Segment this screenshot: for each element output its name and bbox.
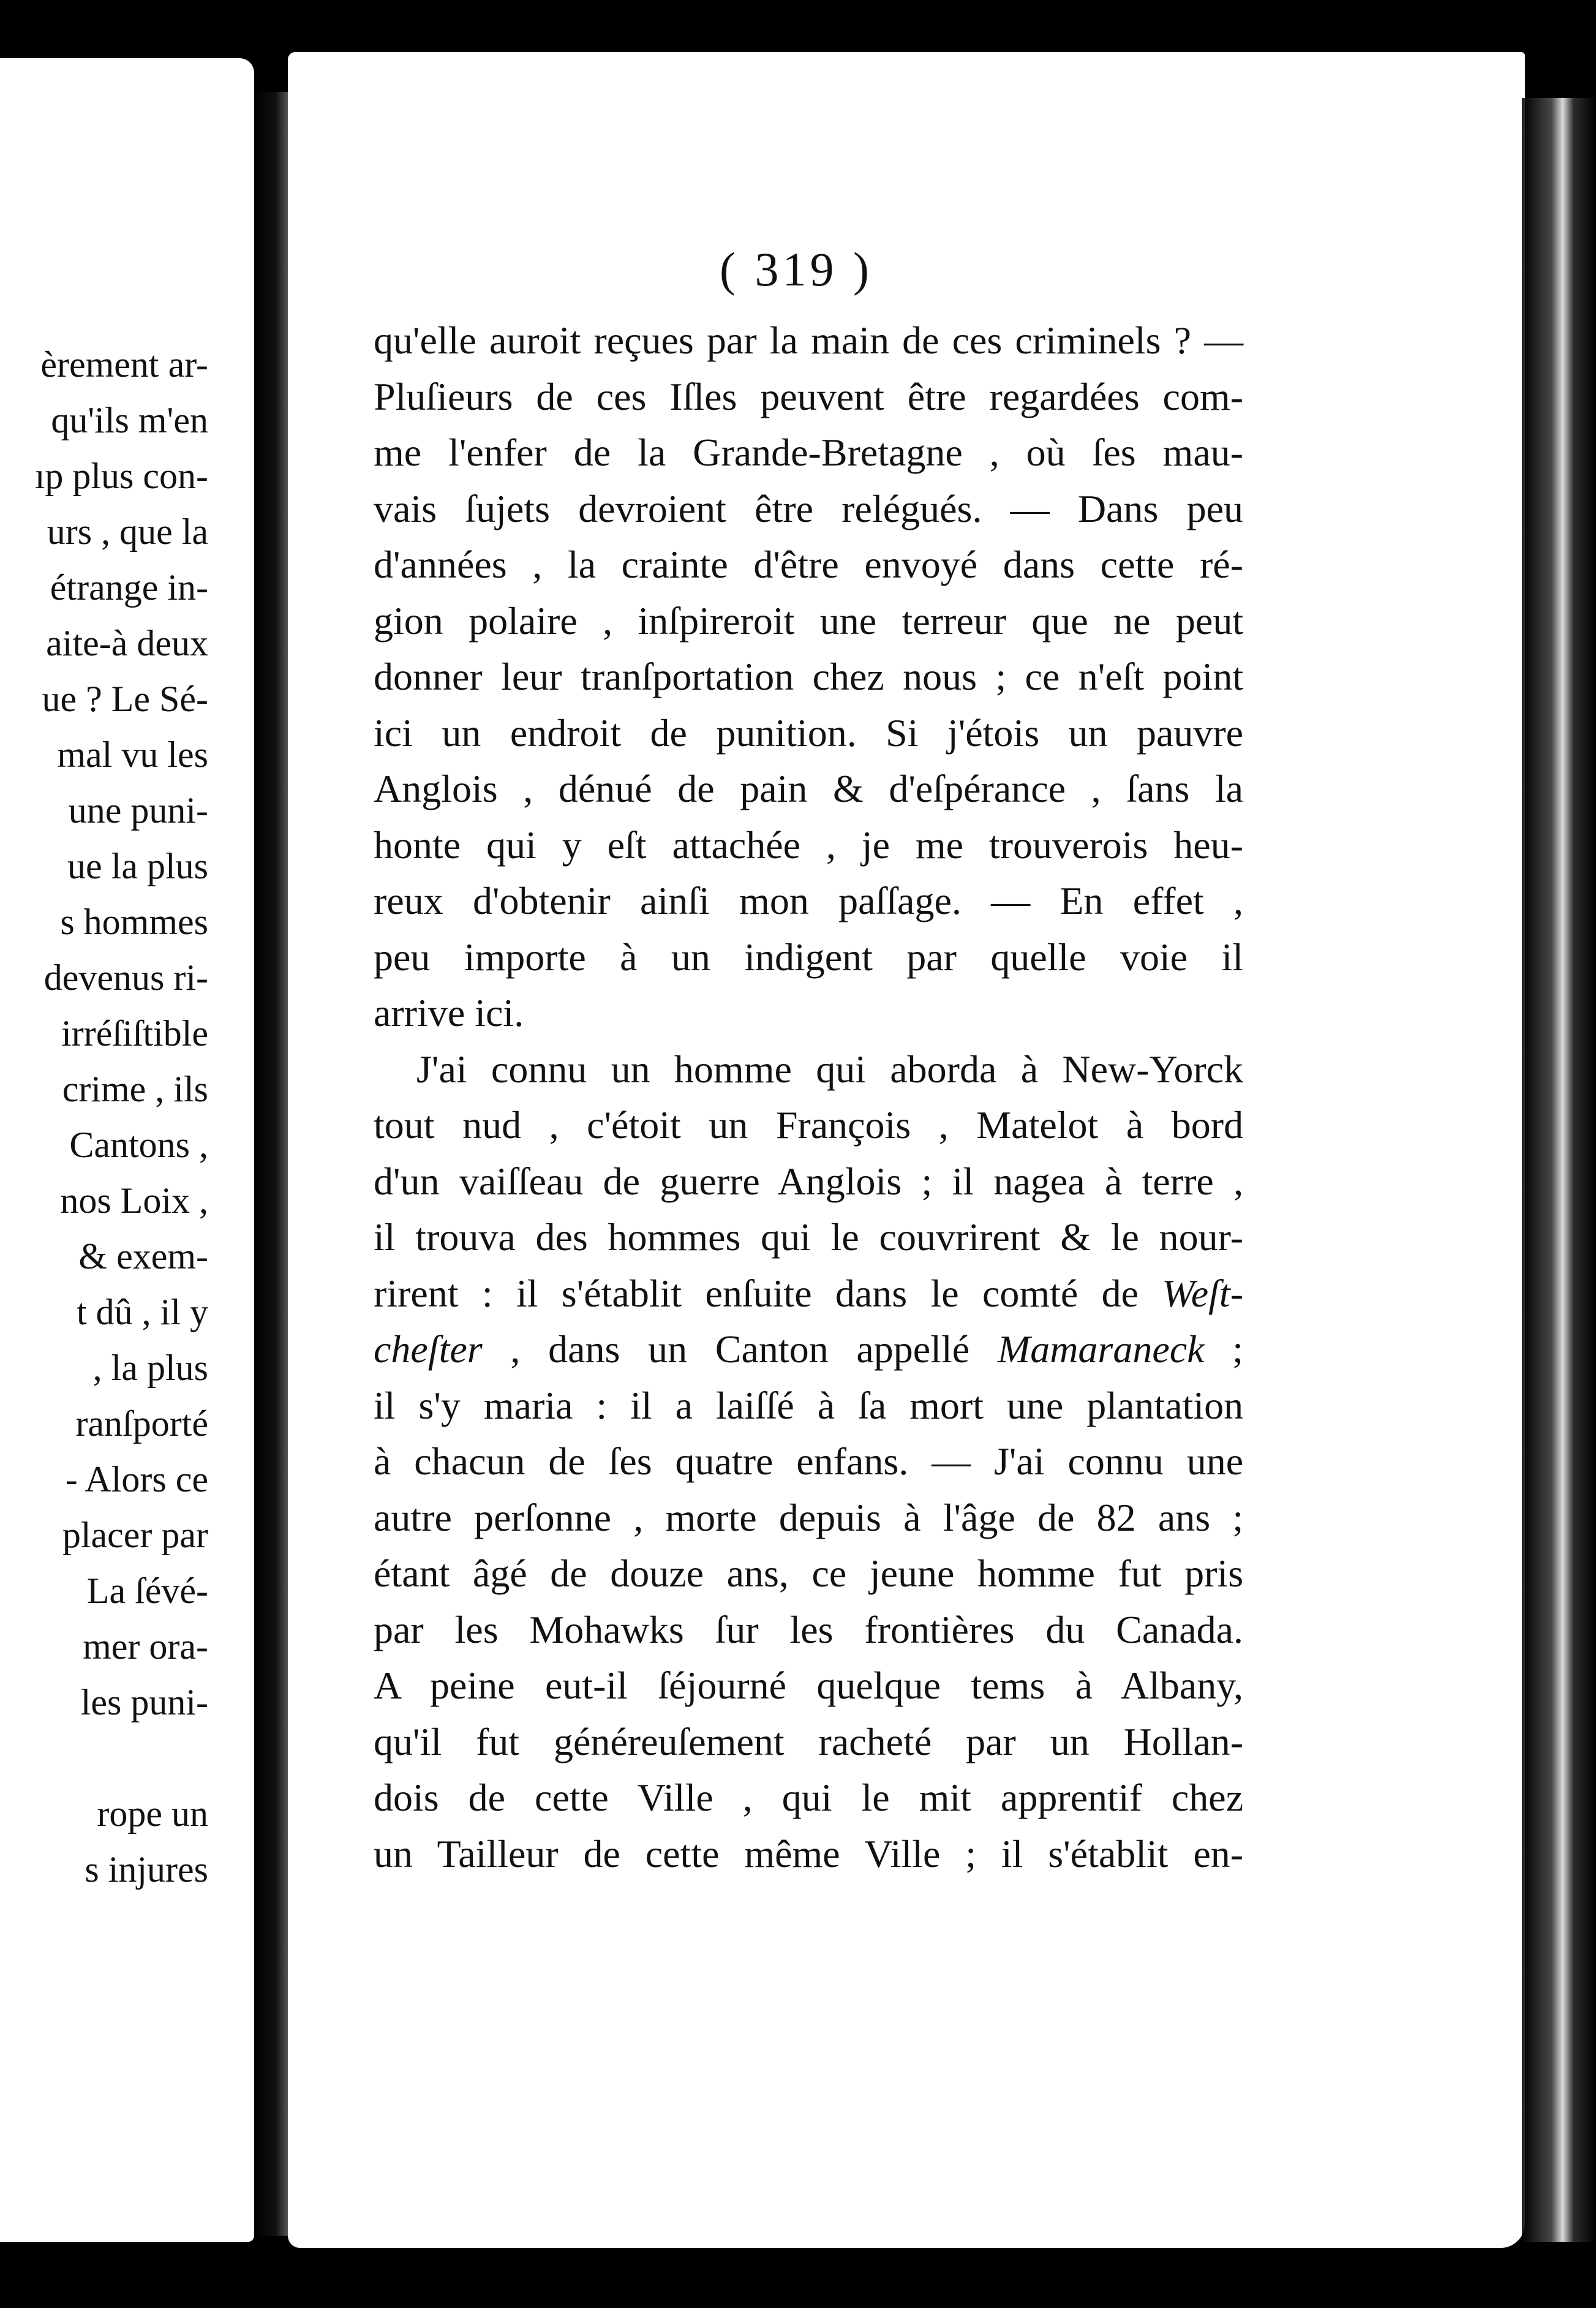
text-line: , la plus <box>92 1348 208 1388</box>
text-line: qu'elle auroit reçues par la main de ces criminels ? — <box>374 319 1244 362</box>
text-line: mer ora- <box>83 1626 208 1667</box>
body-text <box>374 312 1243 1882</box>
text-line: par les Mohawks ſur les frontières du Canada. <box>374 1607 1244 1651</box>
page-edge <box>1522 98 1596 2242</box>
text-line: crime , ils <box>62 1069 208 1109</box>
text-line: urs , que la <box>47 511 208 552</box>
text-line: dois de cette Ville , qui le mit apprentif chez <box>374 1776 1244 1819</box>
text-line: à chacun de ſes quatre enfans. — J'ai connu une <box>374 1439 1244 1483</box>
text-line: gion polaire , inſpireroit une terreur que ne peut <box>374 598 1244 643</box>
left-page-text <box>0 337 208 1898</box>
text-line: étrange in- <box>50 567 208 608</box>
text-line: arrive ici. <box>374 991 524 1035</box>
text-line: reux d'obtenir ainſi mon paſſage. — En effet , <box>374 879 1243 922</box>
text-line: d'un vaiſſeau de guerre Anglois ; il nagea à terre , <box>374 1159 1244 1203</box>
text-line: Pluſieurs de ces Iſles peuvent être regardées com- <box>374 374 1244 418</box>
text-line: cheſter , dans un Canton appellé Mamaraneck ; <box>374 1327 1244 1371</box>
text-line: ue ? Le Sé- <box>42 679 208 719</box>
text-line: placer par <box>62 1515 208 1555</box>
text-line: une puni- <box>68 790 208 831</box>
text-line: ici un endroit de punition. Si j'étois un pauvre <box>374 711 1244 755</box>
text-line: mal vu les <box>57 734 208 775</box>
text-line: peu importe à un indigent par quelle voie il <box>374 935 1244 979</box>
text-line: qu'ils m'en <box>51 400 208 440</box>
text-line: d'années , la crainte d'être envoyé dans cette ré- <box>374 543 1244 586</box>
text-line: il s'y maria : il a laiſſé à ſa mort une plantation <box>374 1383 1244 1427</box>
text-line: Cantons , <box>69 1125 208 1165</box>
text-line: qu'il fut généreuſement racheté par un Hollan- <box>374 1719 1244 1763</box>
left-page <box>0 58 254 2242</box>
text-line: s hommes <box>60 902 208 942</box>
text-line: devenus ri- <box>43 957 208 998</box>
text-line: Anglois , dénué de pain & d'eſpérance , ſans la <box>374 767 1244 810</box>
text-line: tout nud , c'étoit un François , Matelot à bord <box>374 1103 1244 1147</box>
text-line: nos Loix , <box>60 1180 208 1221</box>
text-line: èrement ar- <box>40 344 208 385</box>
text-line: donner leur tranſportation chez nous ; ce n'eſt point <box>374 655 1244 698</box>
text-line: rirent : il s'établit enſuite dans le comté de Weſt- <box>374 1271 1243 1315</box>
page-number: ( 319 ) <box>720 243 873 296</box>
text-line: il trouva des hommes qui le couvrirent & le nour- <box>374 1215 1243 1259</box>
text-line: aite-à deux <box>46 623 208 663</box>
text-line <box>0 1730 208 1786</box>
text-line: t dû , il y <box>76 1292 208 1332</box>
text-line: A peine eut-il ſéjourné quelque tems à Albany, <box>374 1664 1244 1707</box>
text-line: ue la plus <box>67 846 208 886</box>
text-line: J'ai connu un homme qui aborda à New-Yorck <box>416 1047 1244 1091</box>
text-line: irréſiſtible <box>61 1013 208 1054</box>
text-line: me l'enfer de la Grande-Bretagne , où ſes mau- <box>374 431 1244 474</box>
text-line: ıp plus con- <box>34 456 208 496</box>
text-line: autre perſonne , morte depuis à l'âge de 82 ans ; <box>374 1495 1244 1539</box>
text-line: La ſévé- <box>86 1571 208 1611</box>
text-line: rope un <box>97 1793 208 1834</box>
text-line: honte qui y eſt attachée , je me trouverois heu- <box>374 823 1243 867</box>
text-line: - Alors ce <box>65 1459 208 1499</box>
text-line: vais ſujets devroient être relégués. — Dans peu <box>374 486 1244 530</box>
text-line: s injures <box>85 1849 208 1890</box>
text-line: ranſporté <box>75 1403 208 1444</box>
text-line: les puni- <box>80 1682 208 1722</box>
text-line: étant âgé de douze ans, ce jeune homme fut pris <box>374 1552 1244 1595</box>
text-line: & exem- <box>78 1236 208 1277</box>
text-line: un Tailleur de cette même Ville ; il s'établit en- <box>374 1831 1244 1876</box>
